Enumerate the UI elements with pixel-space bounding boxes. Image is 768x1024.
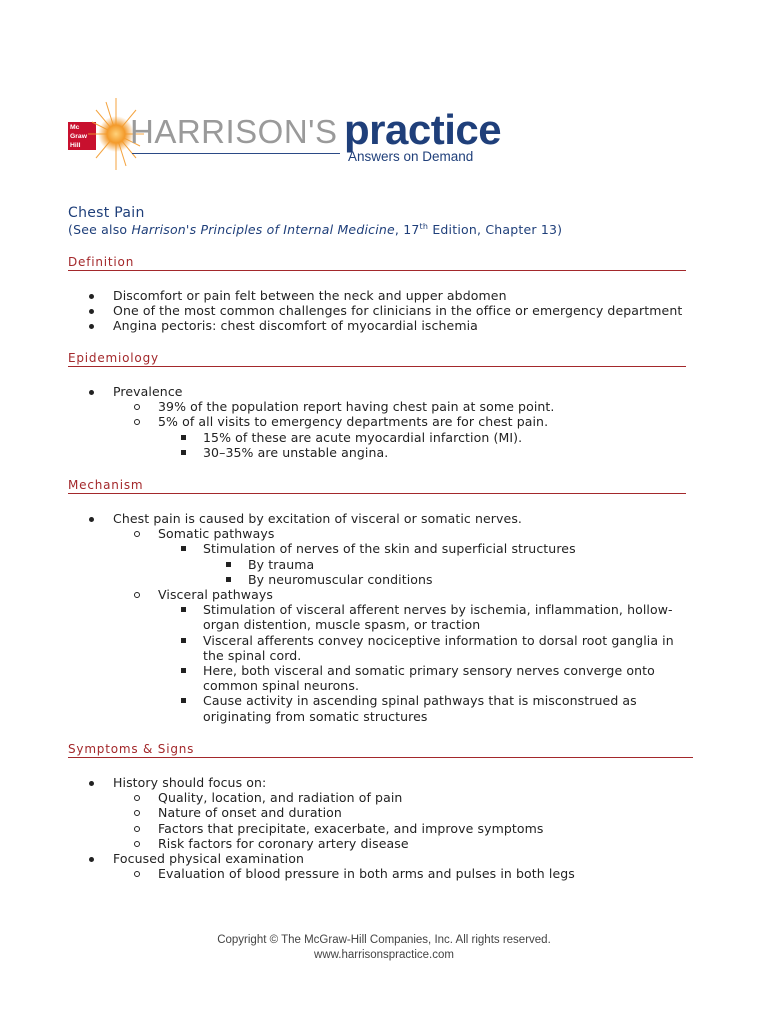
list-item: Stimulation of nerves of the skin and superficial structures	[0, 541, 693, 556]
list-item: Chest pain is caused by excitation of visceral or somatic nerves.	[0, 511, 693, 526]
list-item: 30–35% are unstable angina.	[0, 445, 693, 460]
list-item: 5% of all visits to emergency departments are for chest pain.	[0, 414, 693, 429]
see-also-reference: (See also Harrison's Principles of Internal Medicine, 17th Edition, Chapter 13)	[68, 222, 563, 238]
list-item: Somatic pathways	[0, 526, 693, 541]
list-item: By neuromuscular conditions	[0, 572, 693, 587]
list-item: Visceral pathways	[0, 587, 693, 602]
list-item: Evaluation of blood pressure in both arms and pulses in both legs	[0, 866, 693, 881]
list-item: By trauma	[0, 557, 693, 572]
section-heading-epidemiology: Epidemiology	[68, 351, 686, 367]
harrisons-practice-logo	[68, 96, 508, 172]
section-heading-definition: Definition	[68, 255, 686, 271]
section-heading-mechanism: Mechanism	[68, 478, 686, 494]
logo-divider	[132, 153, 340, 154]
definition-list	[0, 288, 768, 334]
footer-copyright: Copyright © The McGraw-Hill Companies, Inc. All rights reserved.	[217, 934, 551, 946]
brand-harrisons: HARRISON'S	[130, 113, 338, 150]
list-item: Risk factors for coronary artery disease	[0, 836, 693, 851]
list-item: Factors that precipitate, exacerbate, and improve symptoms	[0, 821, 693, 836]
list-item: Prevalence	[0, 384, 693, 399]
list-item: Visceral afferents convey nociceptive information to dorsal root ganglia in the spinal cord.	[0, 633, 693, 663]
list-item: One of the most common challenges for clinicians in the office or emergency department	[0, 303, 693, 318]
list-item: Cause activity in ascending spinal pathways that is misconstrued as originating from somatic structures	[0, 693, 693, 723]
list-item: 39% of the population report having chest pain at some point.	[0, 399, 693, 414]
symptoms-list	[0, 775, 768, 881]
brand-practice: practice	[344, 106, 502, 153]
footer-url: www.harrisonspractice.com	[314, 949, 454, 961]
list-item: Stimulation of visceral afferent nerves by ischemia, inflammation, hollow-organ distention, muscle spasm, or traction	[0, 602, 693, 632]
page-title: Chest Pain	[68, 205, 145, 221]
epidemiology-list	[0, 384, 768, 460]
list-item: Angina pectoris: chest discomfort of myocardial ischemia	[0, 318, 693, 333]
list-item: Here, both visceral and somatic primary sensory nerves converge onto common spinal neurons.	[0, 663, 693, 693]
book-title: Harrison's Principles of Internal Medicine	[131, 222, 395, 238]
brand-tagline: Answers on Demand	[348, 149, 474, 164]
list-item: History should focus on:	[0, 775, 693, 790]
list-item: Quality, location, and radiation of pain	[0, 790, 693, 805]
list-item: Focused physical examination	[0, 851, 693, 866]
section-heading-symptoms-signs: Symptoms & Signs	[68, 742, 693, 758]
mcgraw-hill-logo: Mc Graw Hill	[68, 122, 96, 150]
mechanism-list	[0, 511, 768, 724]
list-item: 15% of these are acute myocardial infarction (MI).	[0, 430, 693, 445]
list-item: Nature of onset and duration	[0, 805, 693, 820]
list-item: Discomfort or pain felt between the neck and upper abdomen	[0, 288, 693, 303]
